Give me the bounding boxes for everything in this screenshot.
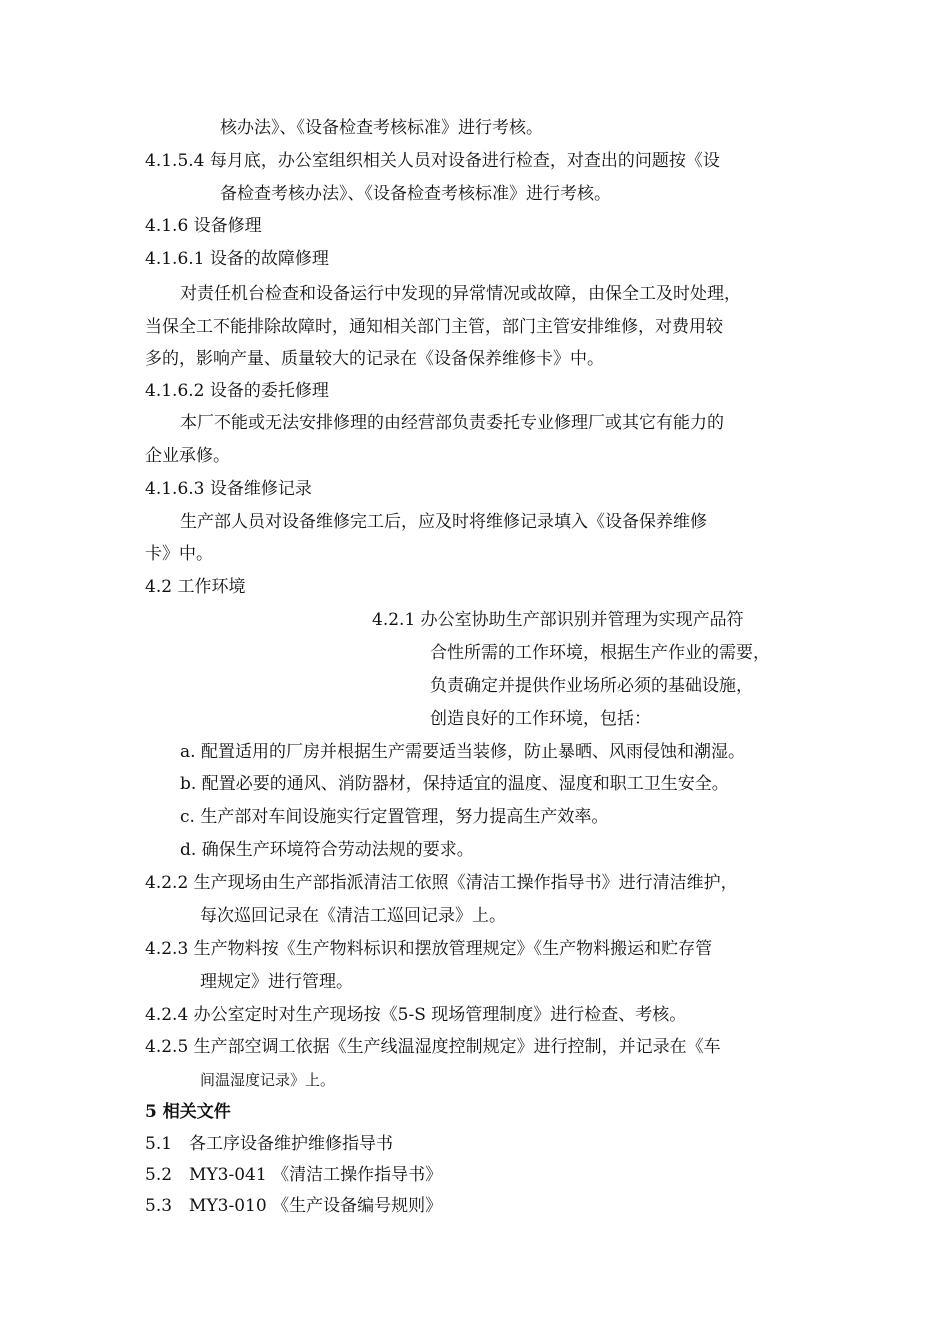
text-line: 企业承修。	[145, 446, 230, 466]
text-line: 生产部人员对设备维修完工后，应及时将维修记录填入《设备保养维修	[180, 512, 707, 532]
text-line: 合性所需的工作环境，根据生产作业的需要，	[430, 643, 770, 663]
text-line: 间温湿度记录》上。	[200, 1071, 336, 1089]
text-line: 理规定》进行管理。	[200, 972, 353, 992]
text-line: 4.1.5.4 每月底，办公室组织相关人员对设备进行检查，对查出的问题按《设	[145, 151, 720, 171]
section-heading: 4.2 工作环境	[145, 577, 246, 597]
section-heading: 4.1.6.2 设备的委托修理	[145, 381, 329, 401]
list-item: d. 确保生产环境符合劳动法规的要求。	[180, 840, 474, 860]
section-heading: 4.1.6.3 设备维修记录	[145, 479, 312, 499]
text-line: 4.2.5 生产部空调工依据《生产线温湿度控制规定》进行控制，并记录在《车	[145, 1037, 721, 1057]
list-item: c. 生产部对车间设施实行定置管理，努力提高生产效率。	[180, 807, 609, 827]
section-heading: 4.1.6.1 设备的故障修理	[145, 249, 329, 269]
reference-item: 5.3 MY3-010 《生产设备编号规则》	[145, 1196, 443, 1216]
list-item: b. 配置必要的通风、消防器材，保持适宜的温度、湿度和职工卫生安全。	[180, 774, 729, 794]
list-item: a. 配置适用的厂房并根据生产需要适当装修，防止暴晒、风雨侵蚀和潮湿。	[180, 742, 745, 762]
text-line: 4.2.3 生产物料按《生产物料标识和摆放管理规定》《生产物料搬运和贮存管	[145, 939, 713, 959]
text-line: 4.2.4 办公室定时对生产现场按《5-S 现场管理制度》进行检查、考核。	[145, 1005, 687, 1025]
text-line: 本厂不能或无法安排修理的由经营部负责委托专业修理厂或其它有能力的	[180, 413, 724, 433]
section-heading: 4.1.6 设备修理	[145, 216, 262, 236]
text-line: 核办法》、《设备检查考核标准》进行考核。	[220, 118, 543, 138]
text-line: 多的，影响产量、质量较大的记录在《设备保养维修卡》中。	[145, 349, 604, 369]
reference-item: 5.2 MY3-041 《清洁工操作指导书》	[145, 1165, 443, 1185]
text-line: 4.2.2 生产现场由生产部指派清洁工依照《清洁工操作指导书》进行清洁维护，	[145, 873, 738, 893]
text-line: 创造良好的工作环境，包括：	[430, 709, 651, 729]
text-line: 每次巡回记录在《清洁工巡回记录》上。	[200, 906, 506, 926]
text-line: 对责任机台检查和设备运行中发现的异常情况或故障，由保全工及时处理，	[180, 284, 741, 304]
text-line: 负责确定并提供作业场所必须的基础设施，	[430, 676, 753, 696]
text-line: 4.2.1 办公室协助生产部识别并管理为实现产品符	[372, 610, 744, 630]
text-line: 当保全工不能排除故障时，通知相关部门主管，部门主管安排维修，对费用较	[145, 317, 723, 337]
text-line: 备检查考核办法》、《设备检查考核标准》进行考核。	[220, 184, 611, 204]
text-line: 卡》中。	[145, 544, 213, 564]
reference-item: 5.1 各工序设备维护维修指导书	[145, 1134, 394, 1154]
section-heading: 5 相关文件	[145, 1102, 231, 1122]
